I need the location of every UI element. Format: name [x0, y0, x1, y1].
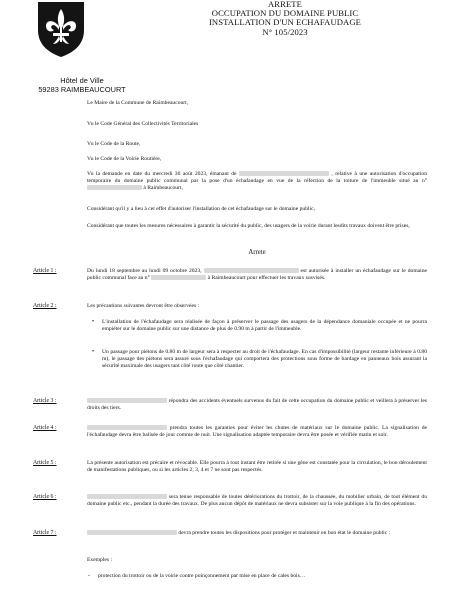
article-label: Article 2 :: [33, 303, 57, 309]
examples-label: Exemples :: [87, 557, 113, 563]
header-title: ARRETE: [267, 0, 303, 9]
dash-marker: -: [88, 573, 90, 579]
redacted-text: [87, 398, 167, 403]
article-text: La présente autorisation est précaire et révocable. Elle pourra à tout instant être retirée si une gêne est constatée pour la circulation, le bon déroulement de manifestations publiques, ou si les articles 2, 3, 4 et 7 ne sont pas respectés.: [87, 460, 427, 473]
article-text: Les précautions suivantes devront être observées :: [87, 303, 200, 309]
mairie-name: Hôtel de Ville: [60, 76, 104, 85]
bullet-marker: •: [92, 349, 95, 355]
header-subject-2: INSTALLATION D'UN ECHAFAUDAGE: [208, 17, 362, 28]
article-bullet: Un passage pour piétons de 0.80 m de largeur sera à respecter au droit de l'échafaudage. En cas d'impossibilité (largeur restante inférieure à 0.80 m), le passage des piétons sera assuré sous l'échafaudage qui comportera des protections sous forme de bardage en panneaux bois assurant la sécurité maximale des usagers tant côté route que côté chantier.: [102, 349, 427, 369]
article-label: Article 3 :: [33, 398, 57, 404]
example-bullet: protection du trottoir ou de la voirie contre poinçonnement par mise en place de cales bois…: [98, 573, 306, 579]
city-crest-logo: [36, 0, 86, 58]
article-text: Du lundi 18 septembre au lundi 09 octobre 2023, est autorisée à installer un échafaudage sur le domaine public communal face au n° à Raimbeaucourt pour effectuer les travaux susvisés.: [87, 268, 427, 281]
preamble-line: Le Maire de la Commune de Raimbeaucourt,: [87, 100, 189, 106]
article-label: Article 5 :: [33, 460, 57, 466]
redacted-text: [87, 185, 142, 190]
article-text: répondra des accidents éventuels survenus du fait de cette occupation du domaine public et veillera à préserver les droits des tiers.: [87, 398, 427, 411]
preamble-line: Vu le Code Général des Collectivités Territoriales: [87, 121, 199, 127]
bullet-marker: •: [92, 319, 95, 325]
arrete-title: Arrete: [248, 249, 266, 256]
preamble-line: Vu le Code de la Voirie Routière,: [87, 156, 162, 162]
mairie-address: [22, 76, 142, 94]
redacted-text: [239, 171, 329, 176]
preamble-line: Vu le Code de la Route,: [87, 141, 141, 147]
redacted-text: [87, 425, 167, 430]
redacted-text: [87, 530, 177, 535]
article-label: Article 1 :: [33, 268, 57, 274]
considerant-paragraph: Considérant que toutes les mesures nécessaires à garantir la sécurité du public, des usagers de la voirie durant lesdits travaux doivent être prises,: [87, 223, 410, 229]
mairie-postal: 59283 RAIMBEAUCOURT: [38, 85, 126, 94]
considerant-paragraph: Considérant qu'il y a lieu à cet effet d'autoriser l'installation de cet échafaudage sur le domaine public,: [87, 206, 315, 212]
header-subject: OCCUPATION DU DOMAINE PUBLIC: [211, 8, 359, 19]
article-text: devra prendre toutes les dispositions pour protéger et maintenir en bon état le domaine public :: [87, 530, 427, 537]
article-label: Article 7 :: [33, 530, 57, 536]
article-label: Article 4 :: [33, 425, 57, 431]
redacted-text: [87, 494, 167, 499]
article-label: Article 6 :: [33, 494, 57, 500]
header-number: N° 105/2023: [262, 26, 308, 37]
demande-paragraph: Vu la demande en date du mercredi 30 août 2023, émanant de , relative à une autorisation d'occupation temporaire du domaine public communal par la pose d'un échafaudage en vue de la réfection de la toiture de l'immeuble situé au n° à Raimbeaucourt,: [87, 171, 428, 191]
document-header: [160, 0, 410, 37]
article-bullet: L'installation de l'échafaudage sera réalisée de façon à préserver le passage des usagers de la dépendance domaniale occupée et ne pourra empiéter sur le domaine public sur une distance de plus de 0.90 m à partir de l'immeuble.: [102, 319, 427, 332]
article-text: prendra toutes les garanties pour éviter les chutes de matériaux sur le domaine public. La signalisation de l'échafaudage devra être balisée de jour comme de nuit. Une signalisation adaptée temporaire devra être posée et vérifiée matin et soir.: [87, 425, 428, 438]
article-text: sera tenue responsable de toutes détériorations du trottoir, de la chaussée, du mobilier urbain, de tout élément du domaine public etc., pendant la durée des travaux. De plus aucun dépôt de matériaux ne devra subsister sur la voie publique à la fin des opérations.: [87, 494, 428, 507]
redacted-text: [151, 275, 206, 280]
redacted-text: [204, 268, 299, 273]
